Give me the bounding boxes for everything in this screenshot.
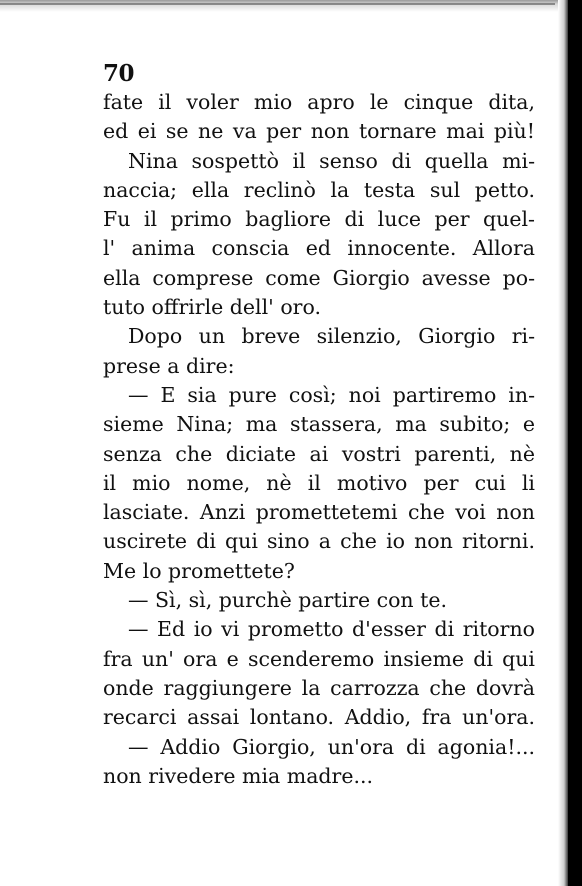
text-line: — Sì, sì, purchè partire con te. <box>128 588 448 613</box>
text-line: ella comprese come Giorgio avesse po- <box>103 265 535 290</box>
text-line: non rivedere mia madre... <box>103 763 374 788</box>
text-line: Dopo un breve silenzio, Giorgio ri- <box>128 324 535 349</box>
page-number: 70 <box>103 60 135 87</box>
text-line: il mio nome, nè il motivo per cui li <box>103 470 535 495</box>
text-line: uscirete di qui sino a che io non ritorni. <box>103 529 535 554</box>
text-line: — Ed io vi prometto d'esser di ritorno <box>128 617 535 642</box>
text-line: — Addio Giorgio, un'ora di agonia!... <box>128 734 535 759</box>
text-line: sieme Nina; ma stassera, ma subito; e <box>103 412 535 437</box>
text-line: lasciate. Anzi promettetemi che voi non <box>103 500 535 525</box>
text-line: prese a dire: <box>103 353 235 378</box>
text-line: tuto offrirle dell' oro. <box>103 295 321 320</box>
text-line: ed ei se ne va per non tornare mai più! <box>103 119 535 144</box>
body-text <box>103 88 535 791</box>
page-right-edge <box>568 0 582 886</box>
text-line: naccia; ella reclinò la testa sul petto. <box>103 177 535 202</box>
text-line: recarci assai lontano. Addio, fra un'ora. <box>103 705 535 730</box>
text-line: Fu il primo bagliore di luce per quel- <box>103 207 535 232</box>
page-top-edge <box>0 3 555 5</box>
text-line: onde raggiungere la carrozza che dovrà <box>103 675 535 700</box>
binding-shadow <box>558 0 568 886</box>
text-line: Me lo promettete? <box>103 558 295 583</box>
text-line: l' anima conscia ed innocente. Allora <box>103 236 535 261</box>
text-line: — E sia pure così; noi partiremo in- <box>128 382 535 407</box>
page-top-shadow <box>0 0 560 12</box>
text-line: fra un' ora e scenderemo insieme di qui <box>103 646 535 671</box>
text-line: Nina sospettò il senso di quella mi- <box>128 148 535 173</box>
text-line: fate il voler mio apro le cinque dita, <box>103 90 535 114</box>
text-line: senza che diciate ai vostri parenti, nè <box>103 441 535 466</box>
